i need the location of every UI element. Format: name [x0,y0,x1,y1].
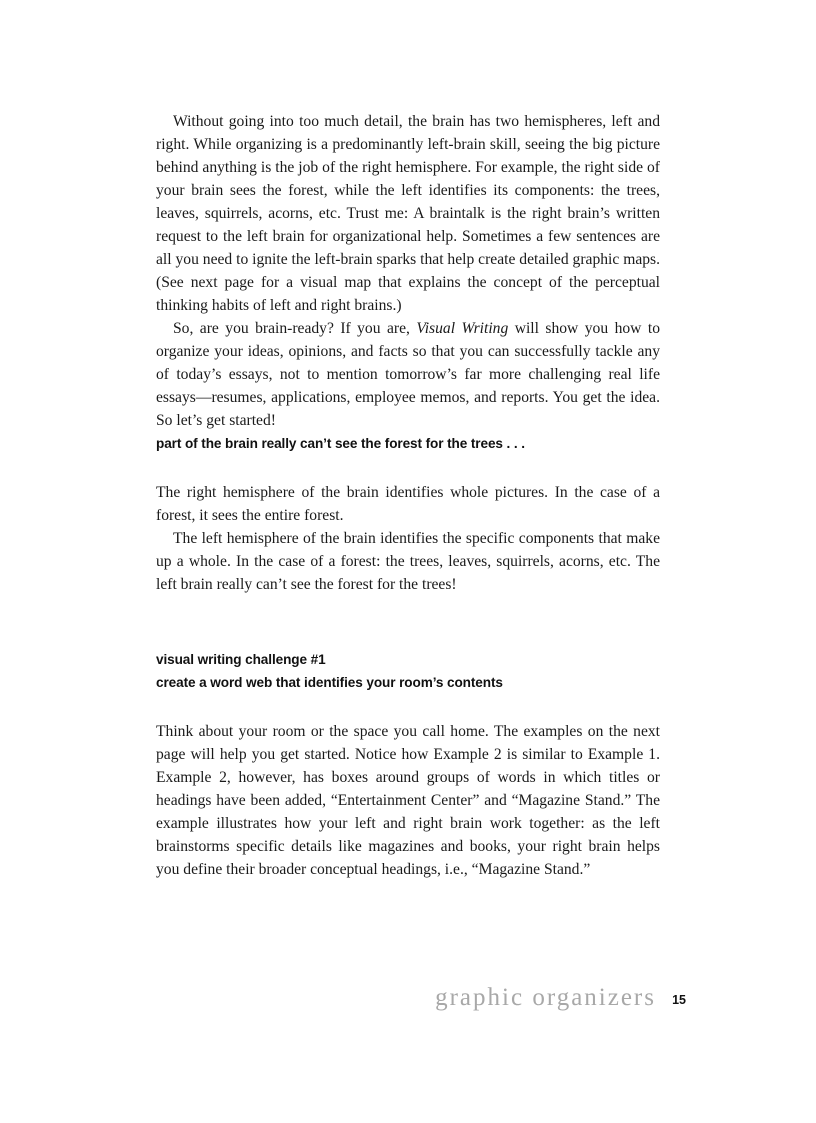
forest-heading: part of the brain really can’t see the forest for the trees . . . [156,436,525,451]
running-title: graphic organizers [435,984,656,1011]
intro-paragraph-2-start: So, are you brain-ready? If you are, [173,320,417,337]
forest-paragraph-1: The right hemisphere of the brain identifies whole pictures. In the case of a forest, it sees the entire forest. [156,484,660,524]
page-footer [435,984,686,1018]
forest-section [156,481,660,596]
forest-paragraph-2: The left hemisphere of the brain identifies the specific components that make up a whole. In the case of a forest: the trees, leaves, squirrels, acorns, etc. The left brain really can’t see the forest for the trees! [156,530,660,593]
challenge-heading-line-2: create a word web that identifies your room’s contents [156,675,503,690]
book-title-italic: Visual Writing [416,320,509,337]
intro-section [156,110,660,432]
challenge-heading-block [156,648,660,694]
challenge-section [156,720,660,881]
intro-paragraph-1: Without going into too much detail, the brain has two hemispheres, left and right. While organizing is a predominantly left-brain skill, seeing the big picture behind anything is the job of the right hemisphere. For example, the right side of your brain sees the forest, while the left identifies its components: the trees, leaves, squirrels, acorns, etc. Trust me: A braintalk is the right brain’s written request to the left brain for organizational help. Sometimes a few sentences are all you need to ignite the left-brain sparks that help create detailed graphic maps. (See next page for a visual map that explains the concept of the perceptual thinking habits of left and right brains.) [156,113,661,314]
challenge-paragraph: Think about your room or the space you call home. The examples on the next page will help you get started. Notice how Example 2 is similar to Example 1. Example 2, however, has boxes around groups of words in which titles or headings have been added, “Entertainment Center” and “Magazine Stand.” The example illustrates how your left and right brain work together: as the left brainstorms specific details like magazines and books, your right brain helps you define their broader conceptual headings, i.e., “Magazine Stand.” [156,723,660,878]
intro-paragraph-2-end: will show you how to organize your ideas, opinions, and facts so that you can successfully tackle any of today’s essays, not to mention tomorrow’s far more challenging real life essays—resumes, applications, employee memos, and reports. You get the idea. So let’s get started! [156,320,660,429]
challenge-heading-line-1: visual writing challenge #1 [156,652,326,667]
intro-paragraph-2 [156,317,660,432]
page-number: 15 [672,993,686,1007]
page-content [156,110,660,881]
